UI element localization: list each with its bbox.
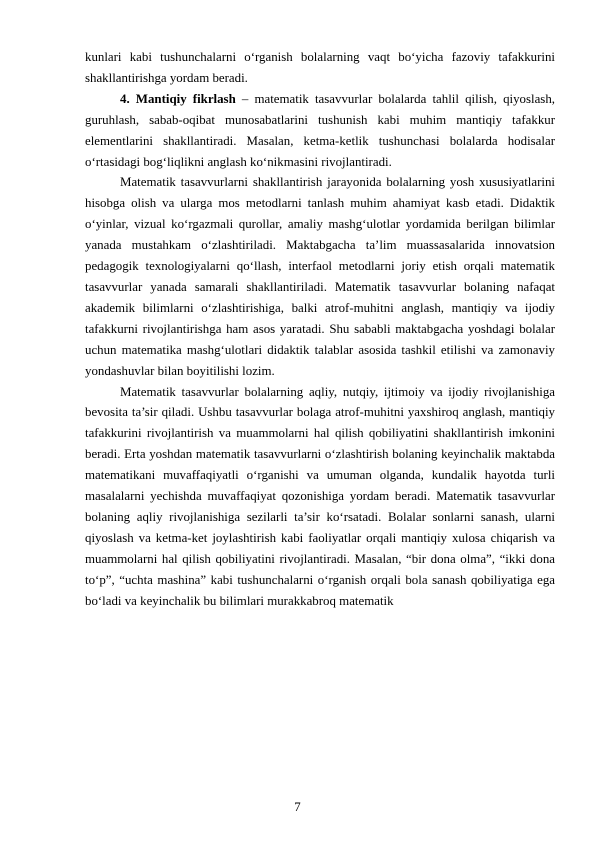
paragraph-logical-thinking [85, 89, 555, 173]
section-term: 4. Mantiqiy fikrlash [120, 91, 236, 106]
document-body [85, 47, 555, 611]
paragraph-methods: Matematik tasavvurlarni shakllantirish jarayonida bolalarning yosh xususiyatlarini hisobga olish va ularga mos metodlarni tanlash muhim ahamiyat kasb etadi. Didaktik o‘yinlar, vizual ko‘rgazmali qurollar, amaliy mashg‘ulotlar yordamida berilgan bilimlar yanada mustahkam o‘zlashtiriladi. Maktabgacha ta’lim muassasalarida innovatsion pedagogik texnologiyalarni qo‘llash, interfaol metodlarni joriy etish orqali matematik tasavvurlar yanada samarali shakllantiriladi. Matematik tasavvurlar bolaning nafaqat akademik bilimlarni o‘zlashtirishiga, balki atrof-muhitni anglash, mantiqiy va ijodiy tafakkurni rivojlantirishga ham asos yaratadi. Shu sababli maktabgacha yoshdagi bolalar uchun matematika mashg‘ulotlari didaktik talablar asosida tashkil etilishi va zamonaviy yondashuvlar bilan boyitilishi lozim. [85, 175, 555, 378]
paragraph-development: Matematik tasavvurlar bolalarning aqliy, nutqiy, ijtimoiy va ijodiy rivojlanishiga bevosita ta’sir qiladi. Ushbu tasavvurlar bolaga atrof-muhitni yaxshiroq anglash, mantiqiy tafakkurini rivojlantirish va muammolarni hal qilish qobiliyatini shakllantirish imkonini beradi. Erta yoshdan matematik tasavvurlarni o‘zlashtirish bolaning keyinchalik maktabda matematikani muvaffaqiyatli o‘rganishi va umuman olganda, kundalik hayotda turli masalalarni yechishda muvaffaqiyat qozonishiga yordam beradi. Matematik tasavvurlar bolaning aqliy rivojlanishiga sezilarli ta’sir ko‘rsatadi. Bolalar sonlarni sanash, ularni qiyoslash va ketma-ket joylashtirish kabi faoliyatlar orqali mantiqiy xulosa chiqarish va muammolarni hal qilish qobiliyatini rivojlantiradi. Masalan, “bir dona olma”, “ikki dona to‘p”, “uchta mashina” kabi tushunchalarni o‘rganish orqali bola sanash qobiliyatiga ega bo‘ladi va keyinchalik bu bilimlari murakkabroq matematik [85, 384, 555, 608]
section-term-text: – matematik tasavvurlar bolalarda tahlil qilish, qiyoslash, guruhlash, sabab-oqibat munosabatlarini tushunish kabi muhim mantiqiy tafakkur elementlarini shakllantiradi. Masalan, ketma-ketlik tushunchasi bolalarda hodisalar o‘rtasidagi bog‘liqlikni anglash ko‘nikmasini rivojlantiradi. [85, 91, 555, 169]
page-number: 7 [294, 800, 301, 814]
paragraph-continuation: kunlari kabi tushunchalarni o‘rganish bolalarning vaqt bo‘yicha fazoviy tafakkurini shakllantirishga yordam beradi. [85, 50, 555, 85]
